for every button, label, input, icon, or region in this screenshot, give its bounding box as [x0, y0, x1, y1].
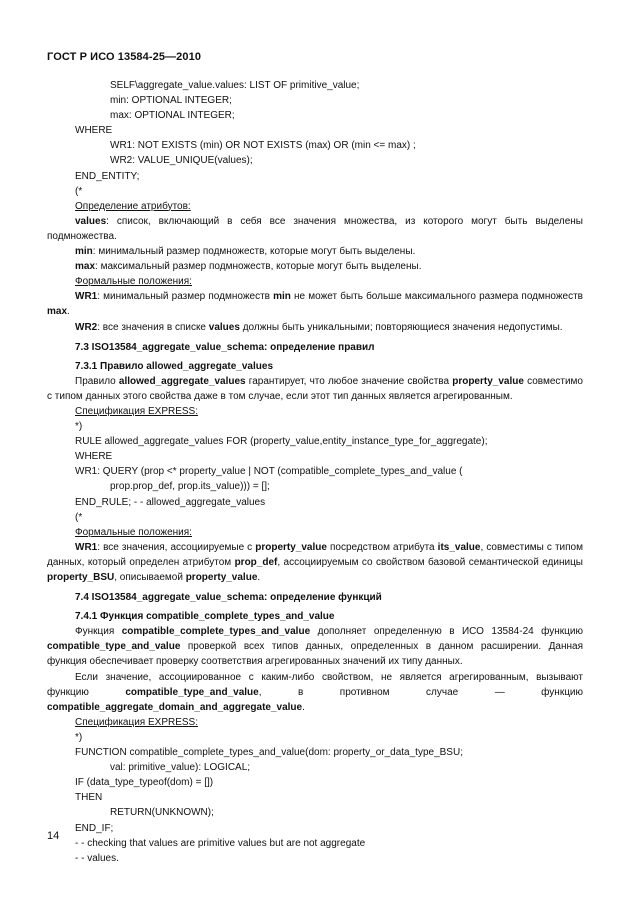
attribute-definition-label: Определение атрибутов: — [75, 200, 191, 212]
express-spec-label: Спецификация EXPRESS: — [75, 716, 199, 728]
code-line: - - checking that values are primitive values but are not aggregate — [75, 837, 366, 849]
code-line: FUNCTION compatible_complete_types_and_value(dom: property_or_data_type_BSU; — [75, 747, 463, 759]
section-heading-7-4: 7.4 ISO13584_aggregate_value_schema: определение функций — [75, 592, 382, 604]
formal-propositions-label: Формальные положения: — [75, 276, 192, 288]
function-behaviour-paragraph: Если значение, ассоциированное с каким-либо свойством, не является агрегированным, вызывают функцию compatible_type_and_value, в противном случае — функцию compatible_aggregate_domain_and_aggregate_value. — [47, 671, 584, 713]
code-line: max: OPTIONAL INTEGER; — [110, 110, 235, 122]
code-line: END_ENTITY; — [75, 170, 140, 182]
page-content — [47, 78, 583, 866]
rule-description-paragraph: Правило allowed_aggregate_values гарантирует, что любое значение свойства property_value совместимо с типом данных этого свойства даже в том случае, если этот тип данных является агрегированным. — [47, 375, 583, 402]
code-line: min: OPTIONAL INTEGER; — [110, 95, 232, 107]
code-line: *) — [75, 421, 83, 433]
term: values — [75, 215, 107, 227]
code-line: val: primitive_value): LOGICAL; — [110, 762, 251, 774]
code-line: END_RULE; - - allowed_aggregate_values — [75, 496, 266, 508]
code-line: WR1: QUERY (prop <* property_value | NOT (compatible_complete_types_and_value ( — [75, 466, 463, 478]
code-line: prop.prop_def, prop.its_value))) = []; — [110, 481, 270, 493]
code-line: WHERE — [75, 451, 113, 463]
code-line: RULE allowed_aggregate_values FOR (property_value,entity_instance_type_for_aggregate); — [75, 436, 488, 448]
code-line: THEN — [75, 792, 103, 804]
wr1-paragraph: WR1: минимальный размер подмножеств min не может быть больше максимального размера подмножеств max. — [47, 291, 583, 318]
code-line: IF (data_type_typeof(dom) = []) — [75, 777, 214, 789]
code-line: (* — [75, 185, 83, 197]
wr2-paragraph: WR2: все значения в списке values должны быть уникальными; повторяющиеся значения недопустимы. — [75, 321, 563, 333]
code-line: (* — [75, 511, 83, 523]
page-number: 14 — [47, 830, 60, 842]
section-heading-7-3: 7.3 ISO13584_aggregate_value_schema: определение правил — [75, 341, 375, 353]
subsection-heading-7-4-1: 7.4.1 Функция compatible_complete_types_and_value — [75, 611, 335, 623]
attr-max-paragraph: max: максимальный размер подмножеств, которые могут быть выделены. — [75, 261, 422, 273]
rule-wr1-paragraph: WR1: все значения, ассоциируемые с property_value посредством атрибута its_value, совместимы с типом данных, который определен атрибутом prop_def, ассоциируемым со свойством базовой семантической единицы property_BSU, описываемой property_value. — [47, 541, 583, 583]
code-line: RETURN(UNKNOWN); — [110, 807, 214, 819]
term: min — [75, 246, 93, 258]
term: max — [75, 261, 96, 273]
code-line: WHERE — [75, 125, 113, 137]
formal-propositions-label: Формальные положения: — [75, 526, 192, 538]
subsection-heading-7-3-1: 7.3.1 Правило allowed_aggregate_values — [75, 360, 274, 372]
code-line: WR2: VALUE_UNIQUE(values); — [110, 155, 253, 167]
express-spec-label: Спецификация EXPRESS: — [75, 405, 199, 417]
function-description-paragraph: Функция compatible_complete_types_and_value дополняет определенную в ИСО 13584-24 функцию compatible_type_and_value проверкой всех типов данных, определенных в данном расширении. Данная функция обеспечивает проверку соответствия агрегированных значений их типу данных. — [47, 626, 583, 668]
code-line: SELF\aggregate_value.values: LIST OF primitive_value; — [110, 80, 360, 91]
code-line: - - values. — [75, 852, 119, 864]
code-line: WR1: NOT EXISTS (min) OR NOT EXISTS (max) OR (min <= max) ; — [110, 140, 416, 152]
code-line: *) — [75, 731, 83, 743]
running-header: ГОСТ Р ИСО 13584-25—2010 — [47, 51, 202, 63]
attr-values-paragraph: values: список, включающий в себя все значения множества, из которого могут быть выделены подмножества. — [47, 215, 583, 242]
code-line: END_IF; — [75, 822, 114, 834]
attr-min-paragraph: min: минимальный размер подмножеств, которые могут быть выделены. — [75, 246, 416, 258]
